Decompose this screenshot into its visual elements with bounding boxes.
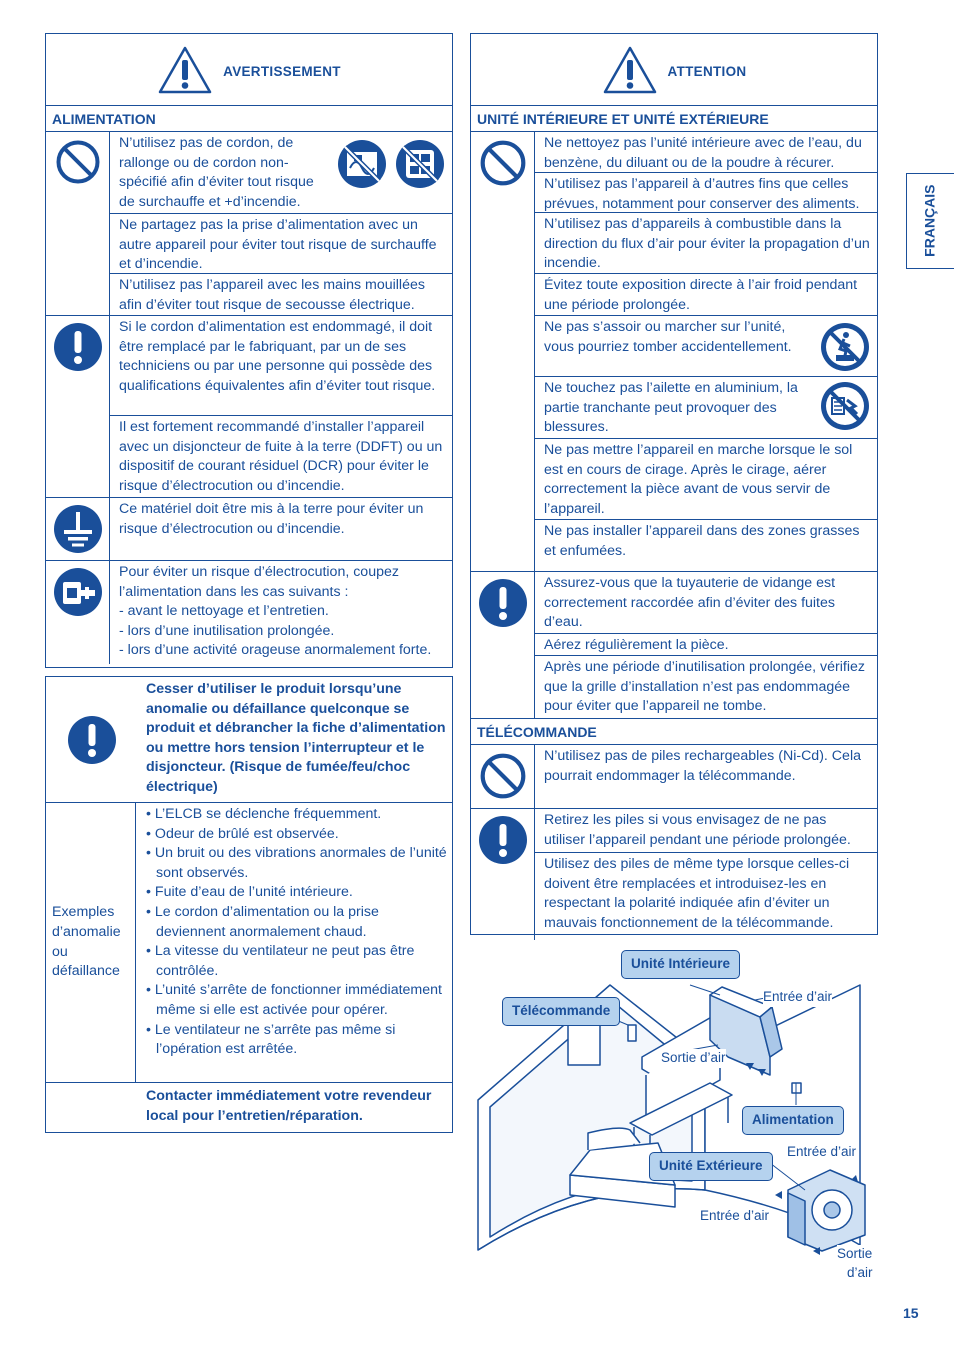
label-outdoor-unit: Unité Extérieure bbox=[649, 1152, 773, 1181]
caution-group-remote-prohibit bbox=[471, 745, 877, 809]
warning-group-prohibit bbox=[46, 132, 452, 316]
no-climbing-icon bbox=[819, 321, 871, 373]
section-alimentation: ALIMENTATION bbox=[46, 106, 452, 132]
exclamation-icon bbox=[478, 815, 528, 865]
warning-triangle-icon bbox=[602, 45, 658, 95]
section-remote: TÉLÉCOMMANDE bbox=[471, 719, 877, 745]
warning-text: - avant le nettoyage et l’entretien. bbox=[119, 603, 329, 620]
caution-text: Assurez-vous que la tuyauterie de vidange est correctement raccordée afin d’éviter des fuites d’eau. bbox=[535, 572, 877, 634]
malfunction-contact: Contacter immédiatement votre revendeur local pour l’entretien/réparation. bbox=[146, 1088, 432, 1124]
warning-text: Il est fortement recommandé d’installer l’appareil avec un disjoncteur de fuite à la terre (DDFT) ou un dispositif de courant résiduel (DCR) pour éviter le risque d’électrocution ou d’incendie. bbox=[119, 419, 443, 494]
warning-text: - lors d’une inutilisation prolongée. bbox=[119, 622, 335, 639]
caution-text: Ne touchez pas l’ailette en aluminium, la partie tranchante peut provoquer des blessures. bbox=[544, 380, 798, 436]
caution-text: N’utilisez pas l’appareil à d’autres fins que celles prévues, notamment pour conserver des aliments. bbox=[535, 173, 877, 213]
warning-triangle-icon bbox=[157, 45, 213, 95]
label-air-inlet-indoor: Entrée d’air bbox=[763, 988, 832, 1007]
warning-group-ground bbox=[46, 498, 452, 561]
no-extension-cord-icon bbox=[336, 138, 388, 190]
caution-text: Après une période d’inutilisation prolongée, vérifiez que la grille d’installation n’est pas endommagée pour éviter que l’appareil ne tombe. bbox=[544, 659, 865, 715]
warning-text: - lors d’une activité orageuse anormalement forte. bbox=[119, 642, 432, 659]
caution-text: Évitez toute exposition directe à l’air froid pendant une période prolongée. bbox=[535, 274, 877, 316]
caution-text: Ne nettoyez pas l’unité intérieure avec de l’eau, du benzène, du diluant ou de la poudre à récurer. bbox=[535, 132, 877, 173]
caution-text: Ne pas installer l’appareil dans des zones grasses et enfumées. bbox=[544, 523, 860, 559]
prohibition-icon bbox=[478, 751, 528, 801]
caution-group-mandatory bbox=[471, 572, 877, 719]
caution-text: N’utilisez pas de piles rechargeables (Ni-Cd). Cela pourrait endommager la télécommande. bbox=[544, 748, 861, 784]
list-item: • L’ELCB se déclenche fréquemment. bbox=[146, 806, 382, 822]
warning-text: Pour éviter un risque d’électrocution, coupez l’alimentation dans les cas suivants : bbox=[119, 564, 399, 600]
warning-title: AVERTISSEMENT bbox=[223, 64, 341, 80]
malfunction-heading: Cesser d’utiliser le produit lorsqu’une anomalie ou défaillance quelconque se produit et débrancher la fiche d’alimentation ou mettre hors tension l’interrupteur et le disjoncteur. (Risque de fumée/feu/choc électrique) bbox=[146, 681, 446, 795]
prohibition-icon bbox=[54, 138, 102, 186]
warning-header bbox=[46, 34, 452, 106]
warning-group-unplug bbox=[46, 561, 452, 664]
label-air-outlet-b: d’air bbox=[847, 1264, 873, 1283]
caution-group-remote-mandatory bbox=[471, 809, 877, 940]
label-indoor-unit: Unité Intérieure bbox=[621, 950, 740, 979]
caution-title: ATTENTION bbox=[667, 64, 747, 80]
warning-box bbox=[45, 33, 453, 668]
label-air-inlet-side: Entrée d’air bbox=[700, 1207, 769, 1226]
malfunction-box bbox=[45, 676, 453, 1133]
label-air-outlet-a: Sortie bbox=[837, 1245, 872, 1264]
language-tab: FRANÇAIS bbox=[906, 173, 954, 269]
warning-text: N’utilisez pas l’appareil avec les mains mouillées afin d’éviter tout risque de secousse électrique. bbox=[119, 277, 425, 313]
warning-group-mandatory bbox=[46, 316, 452, 498]
caution-text: Utilisez des piles de même type lorsque celles-ci doivent être remplacées et introduisez-les en respectant la polarité indiquée afin d’éviter un mauvais fonctionnement de la télécommande. bbox=[544, 856, 850, 931]
caution-text: Ne pas mettre l’appareil en marche lorsque le sol est en cours de cirage. Après le cirage, aérer correctement la pièce avant de vous servir de l’appareil. bbox=[535, 439, 877, 520]
exclamation-icon bbox=[67, 715, 117, 765]
no-shared-socket-icon bbox=[394, 138, 446, 190]
exclamation-icon bbox=[53, 322, 103, 372]
malfunction-label: Exemples d’anomalie ou défaillance bbox=[52, 904, 121, 980]
list-item: • La vitesse du ventilateur ne peut pas être contrôlée. bbox=[146, 943, 415, 979]
section-units: UNITÉ INTÉRIEURE ET UNITÉ EXTÉRIEURE bbox=[471, 106, 877, 132]
list-item: • L’unité s’arrête de fonctionner immédiatement même si elle est activée pour opérer. bbox=[146, 982, 442, 1018]
label-air-outlet-indoor: Sortie d’air bbox=[661, 1049, 726, 1068]
warning-text: N’utilisez pas de cordon, de rallonge ou de cordon non-spécifié afin d’éviter tout risque de surchauffe et +d’incendie. bbox=[119, 135, 314, 210]
unplug-icon bbox=[53, 567, 103, 617]
caution-text: Aérez régulièrement la pièce. bbox=[535, 634, 877, 656]
label-remote: Télécommande bbox=[502, 997, 620, 1026]
caution-text: Retirez les piles si vous envisagez de ne pas utiliser l’appareil pendant une période prolongée. bbox=[535, 809, 877, 853]
malfunction-list bbox=[136, 803, 452, 1082]
label-power: Alimentation bbox=[742, 1106, 844, 1135]
warning-text: Ne partagez pas la prise d’alimentation avec un autre appareil pour éviter tout risque de surchauffe et d’incendie. bbox=[110, 214, 452, 274]
list-item: • Odeur de brûlé est observée. bbox=[146, 825, 339, 842]
exclamation-icon bbox=[478, 578, 528, 628]
earth-ground-icon bbox=[53, 504, 103, 554]
warning-text: Ce matériel doit être mis à la terre pour éviter un risque d’électrocution ou d’incendie. bbox=[119, 501, 424, 537]
no-touch-fin-icon bbox=[819, 380, 871, 432]
caution-header bbox=[471, 34, 877, 106]
caution-text: Ne pas s’assoir ou marcher sur l’unité, vous pourriez tomber accidentellement. bbox=[544, 319, 792, 355]
label-air-inlet-top: Entrée d’air bbox=[787, 1143, 856, 1162]
warning-text: Si le cordon d’alimentation est endommagé, il doit être remplacé par le fabriquant, par un de ses techniciens ou par une personne qui possède des qualifications équivalentes afin d’éviter tout risque. bbox=[110, 316, 452, 416]
caution-box bbox=[470, 33, 878, 935]
list-item: • Fuite d’eau de l’unité intérieure. bbox=[146, 884, 353, 901]
list-item: • Le cordon d’alimentation ou la prise deviennent anormalement chaud. bbox=[146, 903, 379, 940]
prohibition-icon bbox=[478, 138, 528, 188]
page-number: 15 bbox=[903, 1305, 919, 1321]
list-item: • Un bruit ou des vibrations anormales de l’unité sont observés. bbox=[146, 845, 447, 881]
caution-text: N’utilisez pas d’appareils à combustible dans la direction du flux d’air pour éviter la propagation d’un incendie. bbox=[535, 213, 877, 274]
list-item: • Le ventilateur ne s’arrête pas même si l’opération est arrêtée. bbox=[146, 1021, 396, 1058]
caution-group-prohibit bbox=[471, 132, 877, 572]
